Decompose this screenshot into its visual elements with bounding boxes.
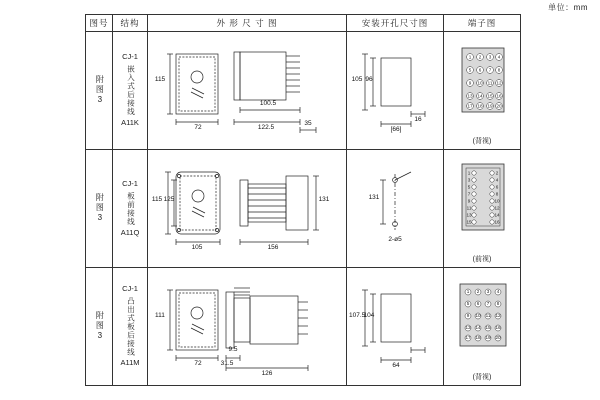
mounting-dim-3-3: 64: [392, 362, 400, 369]
svg-text:4: 4: [497, 54, 501, 60]
cell-terminal-1: [444, 32, 521, 150]
svg-text:15: 15: [466, 219, 472, 225]
svg-text:16: 16: [495, 325, 501, 331]
outline-dim-2-5: 131: [318, 196, 330, 203]
svg-text:11: 11: [487, 80, 493, 86]
cell-terminal-2: [444, 150, 521, 268]
svg-text:8: 8: [495, 191, 499, 197]
mounting-drawing-2: [347, 150, 443, 266]
unit-note: 单位：mm: [548, 3, 588, 12]
svg-text:1: 1: [466, 289, 470, 295]
cell-outline-1: [148, 32, 347, 150]
mounting-dim-1-3: 16: [414, 116, 422, 123]
outline-dim-1-5: 35: [304, 120, 312, 127]
svg-text:9: 9: [467, 198, 471, 204]
terminal-drawing-2: [444, 150, 520, 266]
cell-terminal-3: [444, 268, 521, 386]
svg-text:20: 20: [496, 103, 502, 109]
outline-dim-1-3: 100.5: [259, 100, 277, 107]
outline-dim-2-3: 105: [191, 244, 203, 251]
cell-mounting-3: [347, 268, 444, 386]
header-mounting: 安装开孔尺寸图: [347, 15, 444, 32]
mounting-dim-2-1: 131: [368, 194, 380, 201]
svg-text:6: 6: [478, 67, 482, 73]
cell-mounting-1: [347, 32, 444, 150]
svg-text:10: 10: [475, 313, 481, 319]
cell-mounting-2: [347, 150, 444, 268]
svg-text:11: 11: [485, 313, 491, 319]
svg-text:2: 2: [495, 170, 499, 176]
terminal-drawing-1: [444, 32, 520, 148]
svg-text:14: 14: [477, 93, 483, 99]
svg-text:19: 19: [485, 335, 491, 341]
svg-text:7: 7: [467, 191, 471, 197]
cell-structure-2: [113, 150, 148, 268]
svg-text:18: 18: [477, 103, 483, 109]
outline-dim-1-1: 115: [154, 76, 166, 83]
structure-code-2: CJ-1: [122, 178, 138, 188]
svg-text:3: 3: [467, 177, 471, 183]
svg-text:20: 20: [495, 335, 501, 341]
svg-text:18: 18: [475, 335, 481, 341]
cell-fig-no-3: [86, 268, 113, 386]
svg-text:12: 12: [496, 80, 502, 86]
structure-text-2: 板前接线: [126, 191, 136, 226]
table-row: [86, 268, 521, 386]
outline-drawing-2: [148, 150, 346, 266]
outline-dim-2-1: 115: [151, 196, 163, 203]
outline-dim-3-1: 111: [155, 312, 165, 319]
header-fig-no: 图号: [86, 15, 113, 32]
terminal-note-3: (背视): [472, 374, 492, 381]
svg-text:3: 3: [486, 289, 490, 295]
table-row: [86, 32, 521, 150]
svg-text:2: 2: [476, 289, 480, 295]
svg-text:3: 3: [488, 54, 492, 60]
svg-text:5: 5: [468, 67, 472, 73]
svg-text:6: 6: [476, 301, 480, 307]
svg-text:11: 11: [466, 205, 472, 211]
svg-text:8: 8: [497, 67, 501, 73]
structure-suffix-3: A11M: [120, 358, 140, 368]
svg-text:16: 16: [496, 93, 502, 99]
structure-text-1: 嵌入式后接线: [126, 65, 136, 116]
svg-text:1: 1: [467, 170, 471, 176]
svg-text:13: 13: [466, 212, 472, 218]
cell-fig-no-2: [86, 150, 113, 268]
mounting-dim-1-4: [66]: [390, 126, 402, 133]
table-row: [86, 150, 521, 268]
svg-text:13: 13: [467, 93, 473, 99]
svg-text:4: 4: [495, 177, 499, 183]
svg-text:9: 9: [466, 313, 470, 319]
outline-dim-1-2: 72: [194, 124, 202, 131]
structure-code-1: CJ-1: [122, 52, 138, 62]
cell-outline-3: [148, 268, 347, 386]
cell-outline-2: [148, 150, 347, 268]
svg-text:6: 6: [495, 184, 499, 190]
header-terminal: 端子图: [444, 15, 521, 32]
fig-no-label-1: 附图3: [95, 75, 105, 106]
cell-fig-no-1: [86, 32, 113, 150]
outline-dim-3-4: 31.5: [220, 360, 234, 367]
svg-text:14: 14: [475, 325, 481, 331]
svg-text:15: 15: [485, 325, 491, 331]
svg-text:13: 13: [465, 325, 471, 331]
structure-text-3: 凸出式板后接线: [126, 296, 136, 357]
svg-text:12: 12: [495, 313, 501, 319]
svg-text:7: 7: [488, 67, 492, 73]
structure-suffix-1: A11K: [121, 118, 139, 127]
terminal-note-1: (背视): [472, 138, 492, 145]
svg-text:12: 12: [494, 205, 500, 211]
svg-text:10: 10: [494, 198, 500, 204]
structure-suffix-2: A11Q: [120, 227, 140, 237]
outline-dim-3-2: 72: [194, 360, 202, 367]
mounting-dim-3-1: 107.5: [349, 312, 366, 319]
svg-text:2: 2: [478, 54, 482, 60]
structure-code-3: CJ-1: [122, 283, 138, 293]
svg-text:7: 7: [486, 301, 490, 307]
dimension-table: [85, 14, 521, 386]
mounting-dim-2-2: 2-ø5: [388, 236, 402, 243]
svg-text:14: 14: [494, 212, 500, 218]
mounting-dim-3-2: 104: [363, 312, 375, 319]
terminal-note-2: (前视): [472, 256, 492, 263]
header-structure: 结构: [113, 15, 148, 32]
fig-no-label-2: 附图3: [95, 193, 105, 224]
terminal-drawing-3: [444, 268, 520, 384]
svg-text:16: 16: [494, 219, 500, 225]
header-outline: 外 形 尺 寸 图: [148, 15, 347, 32]
outline-dim-2-2: 125: [163, 196, 175, 203]
svg-text:19: 19: [487, 103, 493, 109]
outline-drawing-3: [148, 268, 346, 384]
cell-structure-3: [113, 268, 148, 386]
outline-dim-1-4: 122.5: [257, 124, 275, 131]
outline-dim-2-4: 156: [267, 244, 279, 251]
svg-text:8: 8: [496, 301, 500, 307]
svg-text:5: 5: [466, 301, 470, 307]
svg-text:17: 17: [465, 335, 471, 341]
outline-dim-3-3: 9.5: [228, 346, 238, 353]
svg-text:5: 5: [467, 184, 471, 190]
svg-text:17: 17: [467, 103, 473, 109]
svg-text:9: 9: [468, 80, 472, 86]
fig-no-label-3: 附图3: [95, 311, 105, 342]
svg-text:1: 1: [468, 54, 472, 60]
table-header-row: [86, 15, 521, 32]
svg-text:15: 15: [487, 93, 493, 99]
mounting-dim-1-1: 105: [351, 76, 363, 83]
cell-structure-1: [113, 32, 148, 150]
mounting-dim-1-2: 96: [365, 76, 373, 83]
outline-dim-3-5: 126: [261, 370, 273, 377]
svg-text:4: 4: [496, 289, 500, 295]
svg-text:10: 10: [477, 80, 483, 86]
